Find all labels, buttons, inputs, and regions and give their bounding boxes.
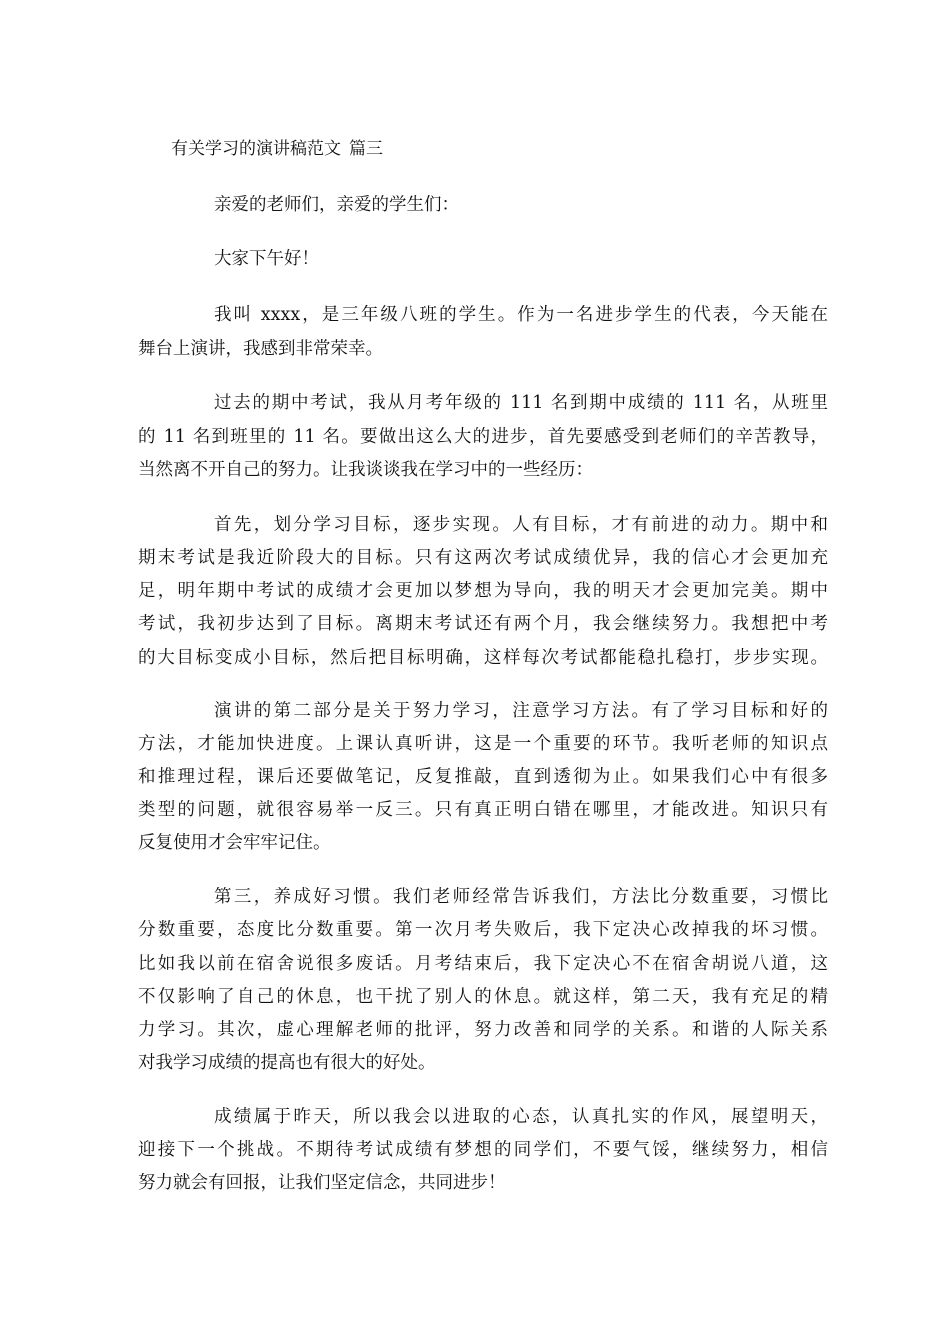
paragraph-line: 演讲的第二部分是关于努力学习，注意学习方法。有了学习目标和好的 [214, 701, 828, 721]
paragraph-line: 努力就会有回报，让我们坚定信念，共同进步！ [138, 1173, 506, 1193]
paragraph-line: 类型的问题，就很容易举一反三。只有真正明白错在哪里，才能改进。知识只有 [138, 800, 828, 820]
paragraph-line: 的大目标变成小目标，然后把目标明确，这样每次考试都能稳扎稳打，步步实现。 [138, 648, 828, 668]
document-title: 有关学习的演讲稿范文 [171, 139, 341, 159]
document-title-line [171, 136, 383, 162]
paragraph-greeting: 亲爱的老师们，亲爱的学生们： [214, 195, 459, 215]
paragraph-line: 我叫 xxxx，是三年级八班的学生。作为一名进步学生的代表，今天能在 [214, 305, 828, 325]
paragraph-salutation: 大家下午好！ [214, 249, 319, 269]
paragraph-line: 期末考试是我近阶段大的目标。只有这两次考试成绩优异，我的信心才会更加充 [138, 548, 828, 568]
paragraph-line: 的 11 名到班里的 11 名。要做出这么大的进步，首先要感受到老师们的辛苦教导， [138, 427, 828, 447]
paragraph-line: 力学习。其次，虚心理解老师的批评，努力改善和同学的关系。和谐的人际关系 [138, 1020, 828, 1040]
paragraph-line: 第三，养成好习惯。我们老师经常告诉我们，方法比分数重要，习惯比 [214, 887, 828, 907]
paragraph-line: 过去的期中考试，我从月考年级的 111 名到期中成绩的 111 名，从班里 [214, 393, 828, 413]
paragraph-line: 舞台上演讲，我感到非常荣幸。 [138, 339, 383, 359]
paragraph-line: 当然离不开自己的努力。让我谈谈我在学习中的一些经历： [138, 460, 593, 480]
paragraph-line: 和推理过程，课后还要做笔记，反复推敲，直到透彻为止。如果我们心中有很多 [138, 767, 828, 787]
document-subtitle: 篇三 [349, 139, 383, 159]
paragraph-line: 方法，才能加快进度。上课认真听讲，这是一个重要的环节。我听老师的知识点 [138, 734, 828, 754]
paragraph-line: 成绩属于昨天，所以我会以进取的心态，认真扎实的作风，展望明天， [214, 1107, 828, 1127]
paragraph-line: 对我学习成绩的提高也有很大的好处。 [138, 1053, 436, 1073]
paragraph-line: 反复使用才会牢牢记住。 [138, 833, 331, 853]
paragraph-line: 不仅影响了自己的休息，也干扰了别人的休息。就这样，第二天，我有充足的精 [138, 987, 828, 1007]
paragraph-line: 迎接下一个挑战。不期待考试成绩有梦想的同学们，不要气馁，继续努力，相信 [138, 1140, 828, 1160]
paragraph-line: 考试，我初步达到了目标。离期末考试还有两个月，我会继续努力。我想把中考 [138, 614, 828, 634]
paragraph-line: 分数重要，态度比分数重要。第一次月考失败后，我下定决心改掉我的坏习惯。 [138, 920, 828, 940]
paragraph-line: 首先，划分学习目标，逐步实现。人有目标，才有前进的动力。期中和 [214, 515, 828, 535]
paragraph-line: 比如我以前在宿舍说很多废话。月考结束后，我下定决心不在宿舍胡说八道，这 [138, 954, 828, 974]
paragraph-line: 足，明年期中考试的成绩才会更加以梦想为导向，我的明天才会更加完美。期中 [138, 581, 828, 601]
